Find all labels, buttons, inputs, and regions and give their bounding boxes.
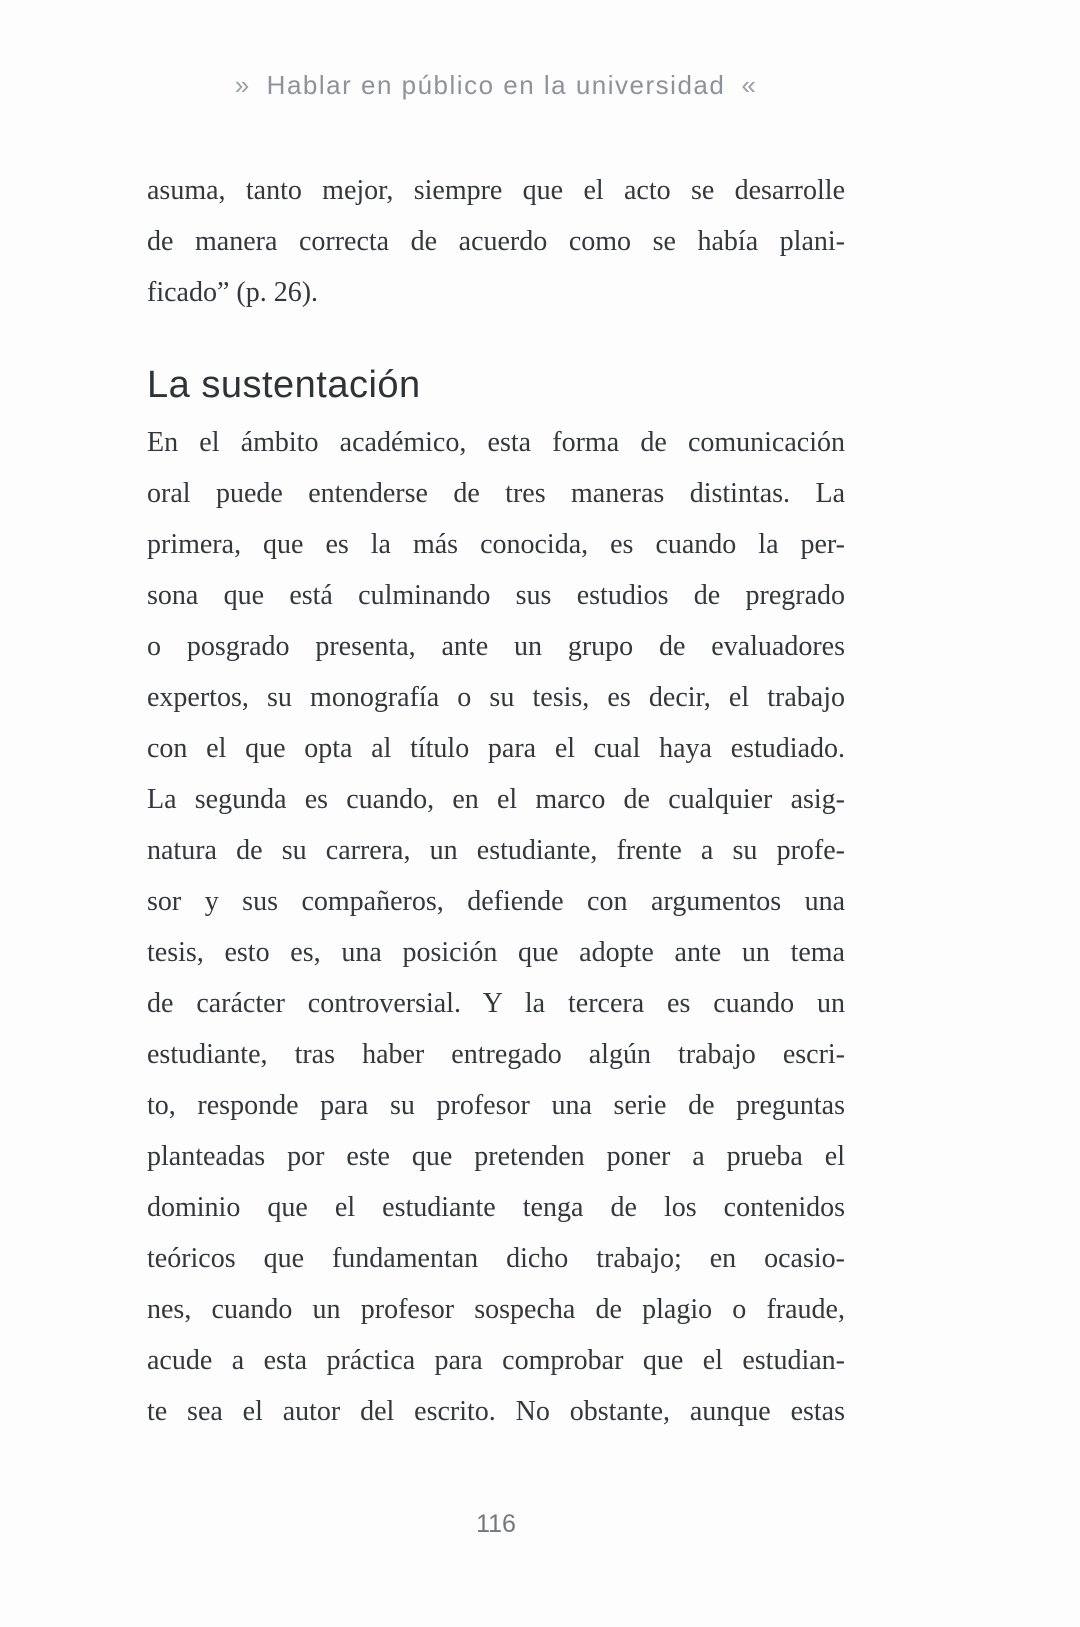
running-header-title: Hablar en público en la universidad [266,70,726,100]
text-line: planteadas por este que pretenden poner a prueba el [147,1141,845,1172]
text-line: nes, cuando un profesor sospecha de plagio o fraude, [147,1294,845,1325]
text-line: de carácter controversial. Y la tercera es cuando un [147,988,845,1019]
body-paragraph-1 [147,165,845,318]
text-line: dominio que el estudiante tenga de los contenidos [147,1192,845,1223]
text-line: de manera correcta de acuerdo como se había plani- [147,226,845,257]
text-line: La segunda es cuando, en el marco de cualquier asig- [147,784,845,815]
text-line: con el que opta al título para el cual haya estudiado. [147,733,845,764]
right-guillemet-icon: « [741,70,758,100]
text-line: expertos, su monografía o su tesis, es decir, el trabajo [147,682,845,713]
text-line: to, responde para su profesor una serie de preguntas [147,1090,845,1121]
text-line: te sea el autor del escrito. No obstante, aunque estas [147,1396,845,1427]
text-line: primera, que es la más conocida, es cuando la per- [147,529,845,560]
text-line: ficado” (p. 26). [147,277,319,308]
text-line: oral puede entenderse de tres maneras distintas. La [147,478,845,509]
text-line: o posgrado presenta, ante un grupo de evaluadores [147,631,845,662]
text-line: teóricos que fundamentan dicho trabajo; en ocasio- [147,1243,845,1274]
left-guillemet-icon: » [234,70,251,100]
section-heading: La sustentación [147,364,421,406]
text-line: estudiante, tras haber entregado algún trabajo escri- [147,1039,845,1070]
running-header [147,70,845,101]
body-paragraph-2 [147,417,845,1437]
text-line: asuma, tanto mejor, siempre que el acto se desarrolle [147,175,845,206]
text-line: tesis, esto es, una posición que adopte ante un tema [147,937,845,968]
text-line: sor y sus compañeros, defiende con argumentos una [147,886,845,917]
text-line: acude a esta práctica para comprobar que el estudian- [147,1345,845,1376]
text-line: sona que está culminando sus estudios de pregrado [147,580,845,611]
text-line: En el ámbito académico, esta forma de comunicación [147,427,845,458]
page-number: 116 [476,1510,516,1538]
text-line: natura de su carrera, un estudiante, frente a su profe- [147,835,845,866]
